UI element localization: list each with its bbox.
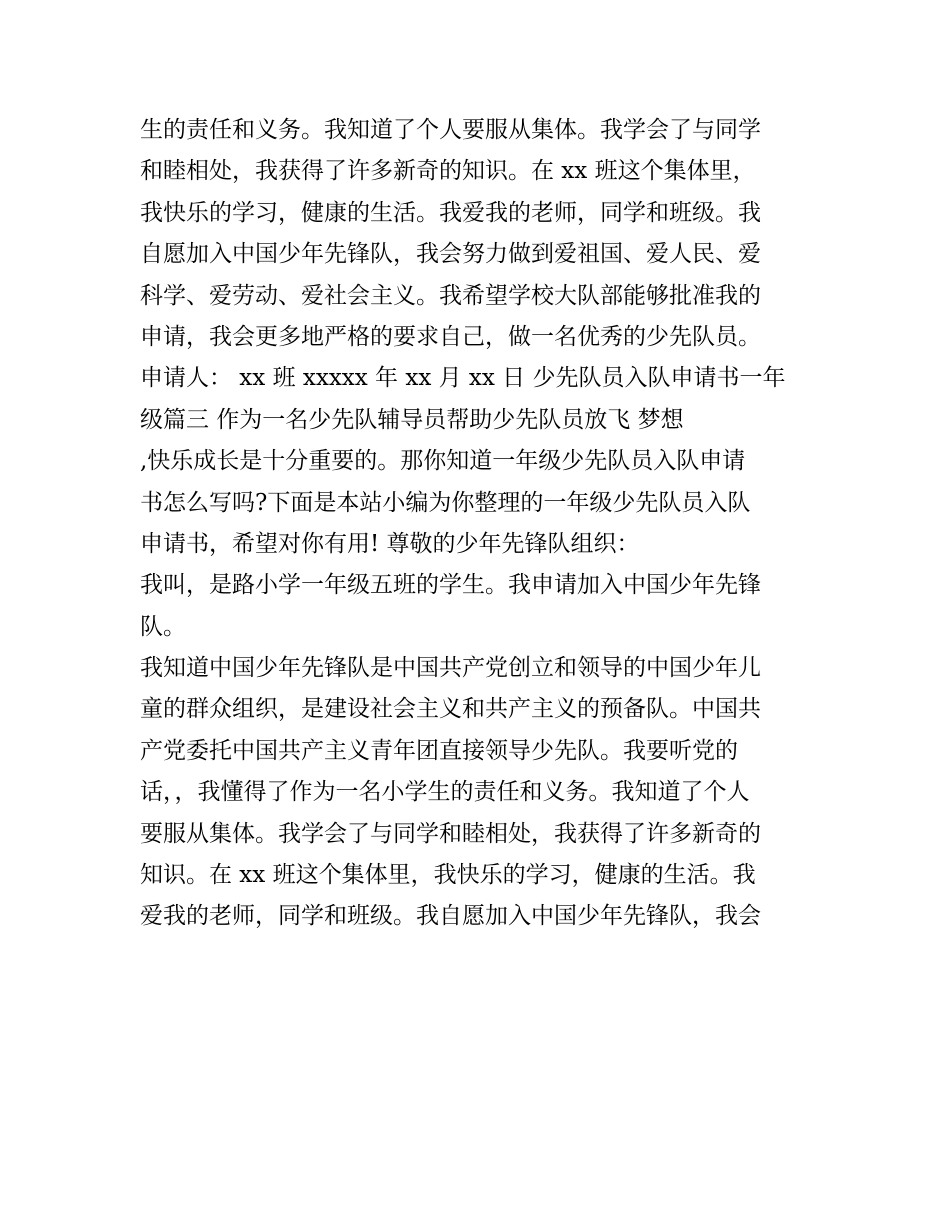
text-line: 话，，我懂得了作为一名小学生的责任和义务。我知道了个人 bbox=[140, 779, 750, 806]
text-line: 申请书，希望对你有用! 尊敬的少年先锋队组织： bbox=[140, 530, 640, 557]
text-line: 级篇三 作为一名少先队辅导员帮助少先队员放飞 梦想 bbox=[140, 406, 684, 433]
text-line: 知识。在 xx 班这个集体里，我快乐的学习，健康的生活。我 bbox=[140, 862, 756, 889]
text-line: 队。 bbox=[140, 613, 186, 640]
text-line: 爱我的老师，同学和班级。我自愿加入中国少年先锋队，我会 bbox=[140, 903, 761, 930]
text-line: 我叫，是路小学一年级五班的学生。我申请加入中国少年先锋 bbox=[140, 572, 761, 599]
text-line: 我快乐的学习，健康的生活。我爱我的老师，同学和班级。我 bbox=[140, 199, 761, 226]
text-line: 童的群众组织，是建设社会主义和共产主义的预备队。中国共 bbox=[140, 696, 761, 723]
text-line: 我知道中国少年先锋队是中国共产党创立和领导的中国少年儿 bbox=[140, 655, 761, 682]
text-line: 产党委托中国共产主义青年团直接领导少先队。我要听党的 bbox=[140, 737, 738, 764]
text-line: 科学、爱劳动、爱社会主义。我希望学校大队部能够批准我的 bbox=[140, 282, 761, 309]
document-body bbox=[140, 110, 820, 938]
text-line: 申请，我会更多地严格的要求自己，做一名优秀的少先队员。 bbox=[140, 323, 761, 350]
text-line: ,快乐成长是十分重要的。那你知道一年级少先队员入队申请 bbox=[140, 448, 746, 475]
text-line: 书怎么写吗?下面是本站小编为你整理的一年级少先队员入队 bbox=[140, 489, 751, 516]
text-line: 要服从集体。我学会了与同学和睦相处，我获得了许多新奇的 bbox=[140, 820, 761, 847]
text-line: 和睦相处，我获得了许多新奇的知识。在 xx 班这个集体里， bbox=[140, 158, 756, 185]
text-line: 生的责任和义务。我知道了个人要服从集体。我学会了与同学 bbox=[140, 117, 761, 143]
text-line: 自愿加入中国少年先锋队，我会努力做到爱祖国、爱人民、爱 bbox=[140, 241, 761, 268]
text-line: 申请人： xx 班 xxxxx 年 xx 月 xx 日 少先队员入队申请书一年 bbox=[140, 365, 786, 392]
